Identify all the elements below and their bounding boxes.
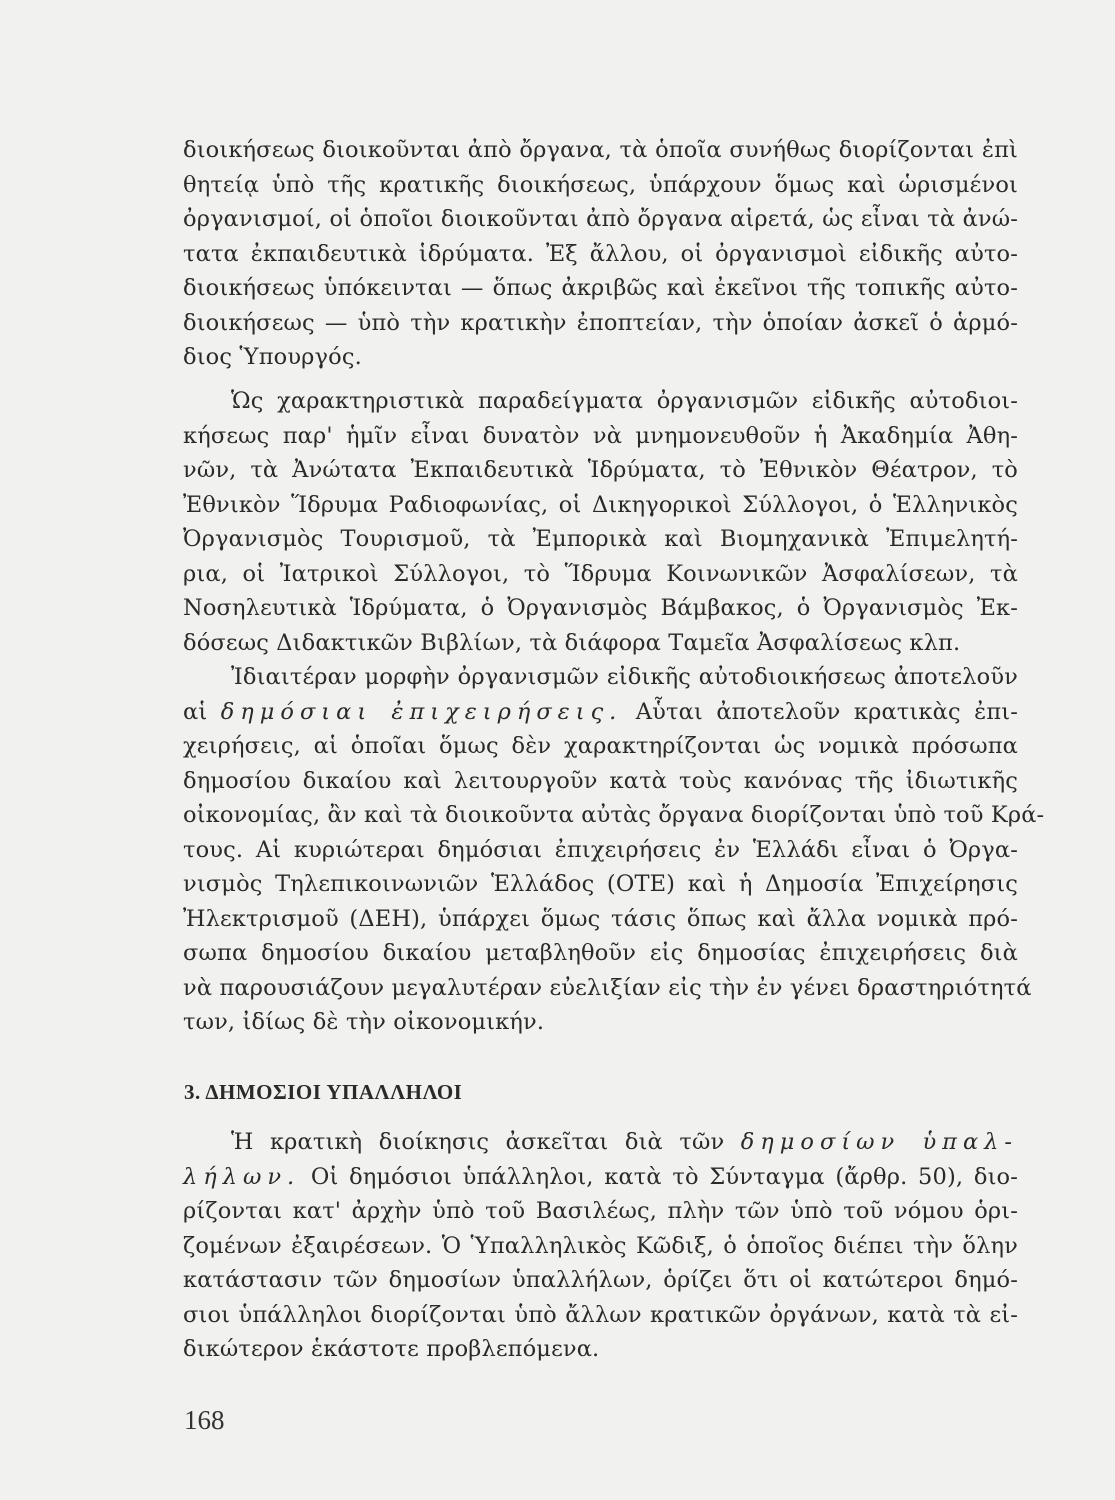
text-line	[183, 1125, 1018, 1160]
text-line: κήσεως παρ' ἡμῖν εἶναι δυνατὸν νὰ μνημονευθοῦν ἡ Ἀκαδημία Ἀθη-	[183, 422, 1018, 449]
text-line: ρια, οἱ Ἰατρικοὶ Σύλλογοι, τὸ Ἵδρυμα Κοινωνικῶν Ἀσφαλίσεων, τὰ	[183, 560, 1018, 587]
text-line	[183, 1160, 1018, 1195]
text-fragment: Ἡ κρατικὴ διοίκησις ἀσκεῖται διὰ τῶν	[231, 1129, 725, 1155]
text-line: διος Ὑπουργός.	[183, 344, 362, 370]
section-heading: 3. ΔΗΜΟΣΙΟΙ ΥΠΑΛΛΗΛΟΙ	[184, 1080, 463, 1104]
spaced-term: δημοσίων ὑπαλ-	[740, 1129, 1019, 1155]
text-fragment: αἱ	[183, 698, 208, 725]
text-line: δόσεως Διδακτικῶν Βιβλίων, τὰ διάφορα Ταμεῖα Ἀσφαλίσεως κλπ.	[183, 629, 961, 656]
text-line: ρίζονται κατ' ἀρχὴν ὑπὸ τοῦ Βασιλέως, πλὴν τῶν ὑπὸ τοῦ νόμου ὁρι-	[183, 1198, 1018, 1224]
spaced-term: λήλων.	[183, 1163, 301, 1190]
text-line: χειρήσεις, αἱ ὁποῖαι ὅμως δὲν χαρακτηρίζονται ὡς νομικὰ πρόσωπα	[183, 733, 1018, 759]
text-line: Ἠλεκτρισμοῦ (ΔΕΗ), ὑπάρχει ὅμως τάσις ὅπως καὶ ἄλλα νομικὰ πρό-	[183, 905, 1018, 932]
text-fragment: Αὗται ἀποτελοῦν κρατικὰς ἐπι-	[635, 698, 1018, 725]
text-line: ὀργανισμοί, οἱ ὁποῖοι διοικοῦνται ἀπὸ ὄργανα αἱρετά, ὡς εἶναι τὰ ἀνώ-	[183, 206, 1018, 232]
paragraph-3	[183, 660, 1045, 1040]
text-line: ζομένων ἐξαιρέσεων. Ὁ Ὑπαλληλικὸς Κῶδιξ, ὁ ὁποῖος διέπει τὴν ὅλην	[183, 1232, 1018, 1259]
text-line: δικώτερον ἑκάστοτε προβλεπόμενα.	[183, 1336, 600, 1362]
text-line: οἰκονομίας, ἂν καὶ τὰ διοικοῦντα αὐτὰς ὄργανα διορίζονται ὑπὸ τοῦ Κρά-	[183, 802, 1045, 828]
text-line: κατάστασιν τῶν δημοσίων ὑπαλλήλων, ὁρίζει ὅτι οἱ κατώτεροι δημό-	[183, 1267, 1018, 1293]
text-line: δημοσίου δικαίου καὶ λειτουργοῦν κατὰ τοὺς κανόνας τῆς ἰδιωτικῆς	[183, 767, 1018, 794]
text-line: Νοσηλευτικὰ Ἱδρύματα, ὁ Ὀργανισμὸς Βάμβακος, ὁ Ὀργανισμὸς Ἐκ-	[183, 595, 1018, 621]
text-line: Ὡς χαρακτηριστικὰ παραδείγματα ὀργανισμῶν εἰδικῆς αὐτοδιοι-	[231, 388, 1018, 414]
paragraph-1	[183, 133, 1018, 375]
text-line: διοικήσεως ὑπόκεινται — ὅπως ἀκριβῶς καὶ ἐκεῖνοι τῆς τοπικῆς αὐτο-	[183, 275, 1018, 301]
spaced-term: δημόσιαι ἐπιχειρήσεις.	[220, 698, 623, 725]
text-line: τατα ἐκπαιδευτικὰ ἱδρύματα. Ἐξ ἄλλου, οἱ ὀργανισμοὶ εἰδικῆς αὐτο-	[183, 240, 1018, 267]
text-line: θητείᾳ ὑπὸ τῆς κρατικῆς διοικήσεως, ὑπάρχουν ὅμως καὶ ὡρισμένοι	[183, 171, 1018, 198]
text-fragment: Οἱ δημόσιοι ὑπάλληλοι, κατὰ τὸ Σύνταγμα (ἄρθρ. 50), διο-	[310, 1163, 1018, 1190]
page-number: 168	[184, 1405, 225, 1435]
text-line: Ἐθνικὸν Ἵδρυμα Ραδιοφωνίας, οἱ Δικηγορικοὶ Σύλλογοι, ὁ Ἑλληνικὸς	[183, 491, 1018, 518]
text-line: σιοι ὑπάλληλοι διορίζονται ὑπὸ ἄλλων κρατικῶν ὀργάνων, κατὰ τὰ εἰ-	[183, 1301, 1018, 1328]
text-line: διοικήσεως διοικοῦνται ἀπὸ ὄργανα, τὰ ὁποῖα συνήθως διορίζονται ἐπὶ	[183, 137, 1018, 163]
text-line: Ἰδιαιτέραν μορφὴν ὀργανισμῶν εἰδικῆς αὐτοδιοικήσεως ἀποτελοῦν	[231, 664, 1018, 690]
text-line: Ὀργανισμὸς Τουρισμοῦ, τὰ Ἐμπορικὰ καὶ Βιομηχανικὰ Ἐπιμελητή-	[183, 526, 1018, 552]
text-line: των, ἰδίως δὲ τὴν οἰκονομικήν.	[183, 1009, 545, 1035]
paragraph-2	[183, 384, 1018, 660]
text-line: σωπα δημοσίου δικαίου μεταβληθοῦν εἰς δημοσίας ἐπιχειρήσεις διὰ	[183, 940, 1018, 966]
text-line: τους. Αἱ κυριώτεραι δημόσιαι ἐπιχειρήσεις ἐν Ἑλλάδι εἶναι ὁ Ὀργα-	[183, 836, 1018, 863]
paragraph-4	[183, 1125, 1018, 1367]
text-line: νισμὸς Τηλεπικοινωνιῶν Ἑλλάδος (ΟΤΕ) καὶ ἡ Δημοσία Ἐπιχείρησις	[183, 871, 1018, 897]
text-line	[183, 695, 1018, 730]
text-line: διοικήσεως — ὑπὸ τὴν κρατικὴν ἐποπτείαν, τὴν ὁποίαν ἀσκεῖ ὁ ἁρμό-	[183, 309, 1018, 336]
text-line: νὰ παρουσιάζουν μεγαλυτέραν εὐελιξίαν εἰς τὴν ἐν γένει δραστηριότητά	[183, 974, 1032, 1001]
text-line: νῶν, τὰ Ἀνώτατα Ἐκπαιδευτικὰ Ἱδρύματα, τὸ Ἐθνικὸν Θέατρον, τὸ	[183, 457, 1018, 483]
